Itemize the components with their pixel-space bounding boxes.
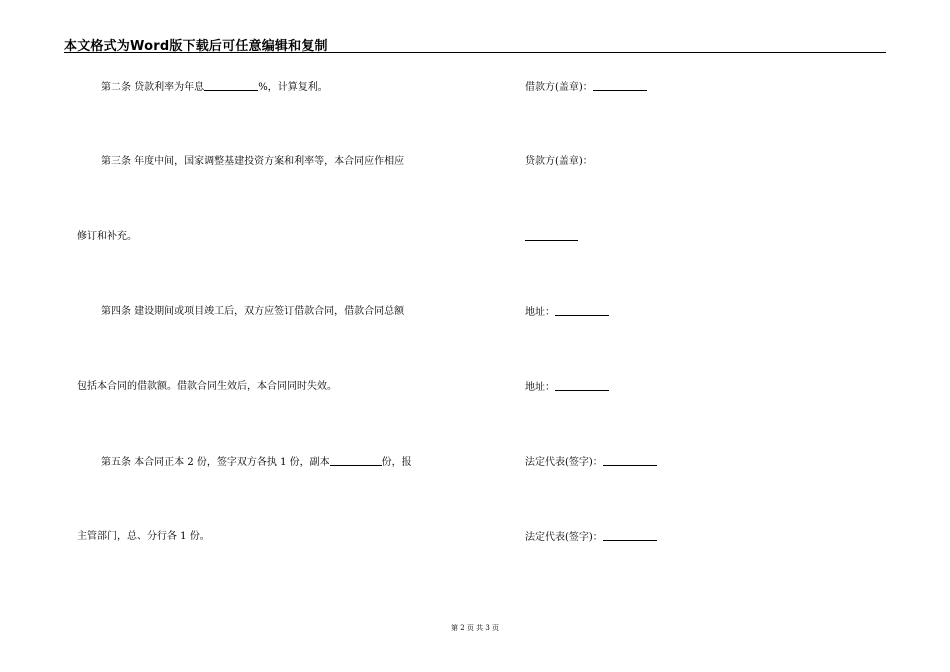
address-blank-1 [555,305,609,316]
legal-rep-label-1: 法定代表(签字)： [525,457,603,468]
page-footer: 第 2 页 共 3 页 [450,624,500,632]
address-label-2: 地址： [525,382,555,393]
address-field-1 [525,305,609,320]
legal-rep-blank-2 [603,530,657,541]
address-label-1: 地址： [525,307,555,318]
article-3-line-2: 修订和补充。 [77,231,137,242]
borrower-seal-blank [593,80,647,91]
legal-rep-label-2: 法定代表(签字)： [525,532,603,543]
legal-rep-field-2 [525,530,657,545]
address-field-2 [525,380,609,395]
lender-seal-label: 贷款方(盖章)： [525,156,593,167]
article-5 [101,455,412,470]
address-blank-2 [555,380,609,391]
article-3-line-1: 第三条 年度中间，国家调整基建投资方案和利率等，本合同应作相应 [101,156,405,167]
header-title: 本文格式为Word版下载后可任意编辑和复制 [64,39,328,54]
article-5-text: 第五条 本合同正本 2 份，签字双方各执 1 份，副本 [101,457,330,468]
article-5-text-end: 份，报 [381,457,412,468]
article-2 [101,80,328,95]
legal-rep-field-1 [525,455,657,470]
lender-seal-blank [525,230,578,241]
article-4-line-2: 包括本合同的借款额。借款合同生效后，本合同同时失效。 [77,381,337,392]
lender-seal-field [525,155,593,169]
page-header [64,34,886,53]
legal-rep-blank-1 [603,455,657,466]
article-2-text: 第二条 贷款利率为年息 [101,82,205,93]
interest-rate-blank [204,80,258,91]
lender-seal-blank-line [525,230,578,245]
borrower-seal-field [525,80,647,95]
copies-blank [330,455,382,466]
article-4-line-1: 第四条 建设期间或项目竣工后，双方应签订借款合同，借款合同总额 [101,306,405,317]
article-5-line-2: 主管部门，总、分行各 1 份。 [77,531,210,542]
article-2-text-end: %，计算复利。 [258,82,328,93]
borrower-seal-label: 借款方(盖章)： [525,82,593,93]
